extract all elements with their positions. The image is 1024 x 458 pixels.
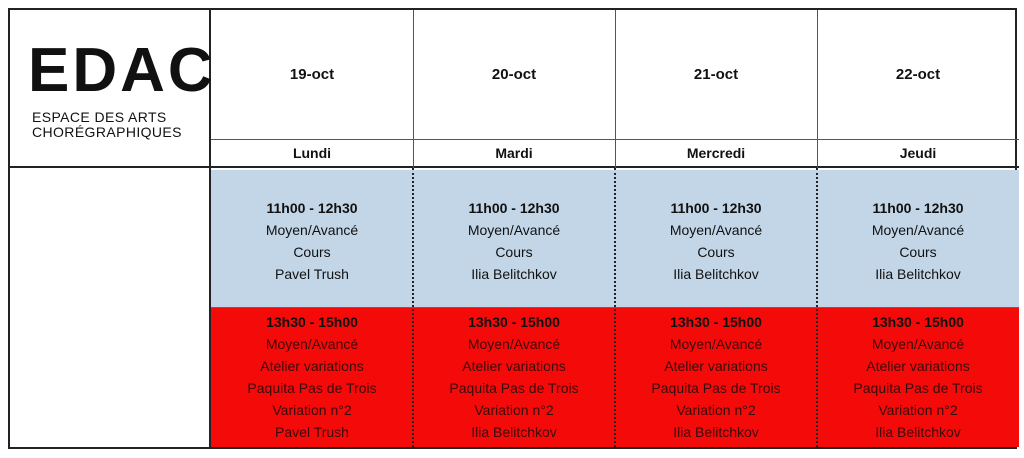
class-time: 13h30 - 15h00 [670,314,762,330]
weekday-header: Mardi [413,140,615,168]
column-divider [615,10,616,168]
class-type: Cours [495,244,533,260]
class-type: Atelier variations [664,358,768,374]
class-teacher: Ilia Belitchkov [471,266,557,282]
weekday-header: Mercredi [615,140,817,168]
class-time: 13h30 - 15h00 [468,314,560,330]
edac-logo [10,10,216,168]
morning-class [615,170,817,308]
dotted-divider [816,168,818,447]
date-header: 21-oct [615,10,817,140]
morning-class [211,170,413,308]
class-time: 11h00 - 12h30 [468,200,560,216]
logo-mark: EDAC [28,36,216,105]
empty-label-column [10,168,211,447]
class-teacher: Pavel Trush [275,424,349,440]
class-level: Moyen/Avancé [265,336,359,352]
schedule-table [8,8,1017,449]
weekday-header: Lundi [211,140,413,168]
class-repertoire: Paquita Pas de Trois [247,380,377,396]
class-time: 11h00 - 12h30 [670,200,762,216]
morning-class [413,170,615,308]
class-level: Moyen/Avancé [669,336,763,352]
morning-class [817,170,1019,308]
class-teacher: Ilia Belitchkov [471,424,557,440]
class-variation: Variation n°2 [676,402,756,418]
class-teacher: Ilia Belitchkov [875,266,961,282]
date-header: 19-oct [211,10,413,140]
class-level: Moyen/Avancé [871,336,965,352]
class-type: Atelier variations [462,358,566,374]
class-type: Atelier variations [260,358,364,374]
dotted-divider [412,168,414,447]
class-teacher: Ilia Belitchkov [673,424,759,440]
afternoon-class [817,308,1019,447]
class-level: Moyen/Avancé [871,222,965,238]
class-time: 13h30 - 15h00 [266,314,358,330]
class-time: 13h30 - 15h00 [872,314,964,330]
class-level: Moyen/Avancé [669,222,763,238]
column-divider [817,10,818,168]
class-level: Moyen/Avancé [467,222,561,238]
class-teacher: Ilia Belitchkov [875,424,961,440]
class-repertoire: Paquita Pas de Trois [651,380,781,396]
class-variation: Variation n°2 [878,402,958,418]
class-time: 11h00 - 12h30 [266,200,358,216]
day-column [211,10,413,447]
afternoon-class [413,308,615,447]
class-level: Moyen/Avancé [265,222,359,238]
class-teacher: Pavel Trush [275,266,349,282]
class-repertoire: Paquita Pas de Trois [853,380,983,396]
logo-line-1: ESPACE DES ARTS [32,109,167,125]
date-header: 22-oct [817,10,1019,140]
class-teacher: Ilia Belitchkov [673,266,759,282]
class-type: Cours [697,244,735,260]
class-time: 11h00 - 12h30 [872,200,964,216]
afternoon-class [615,308,817,447]
logo-line-2: CHORÉGRAPHIQUES [32,124,182,140]
class-repertoire: Paquita Pas de Trois [449,380,579,396]
day-column [817,10,1019,447]
day-column [615,10,817,447]
weekday-header: Jeudi [817,140,1019,168]
class-level: Moyen/Avancé [467,336,561,352]
dotted-divider [614,168,616,447]
class-type: Cours [899,244,937,260]
class-type: Cours [293,244,331,260]
class-variation: Variation n°2 [474,402,554,418]
class-type: Atelier variations [866,358,970,374]
day-column [413,10,615,447]
column-divider [413,10,414,168]
class-variation: Variation n°2 [272,402,352,418]
afternoon-class [211,308,413,447]
date-header: 20-oct [413,10,615,140]
